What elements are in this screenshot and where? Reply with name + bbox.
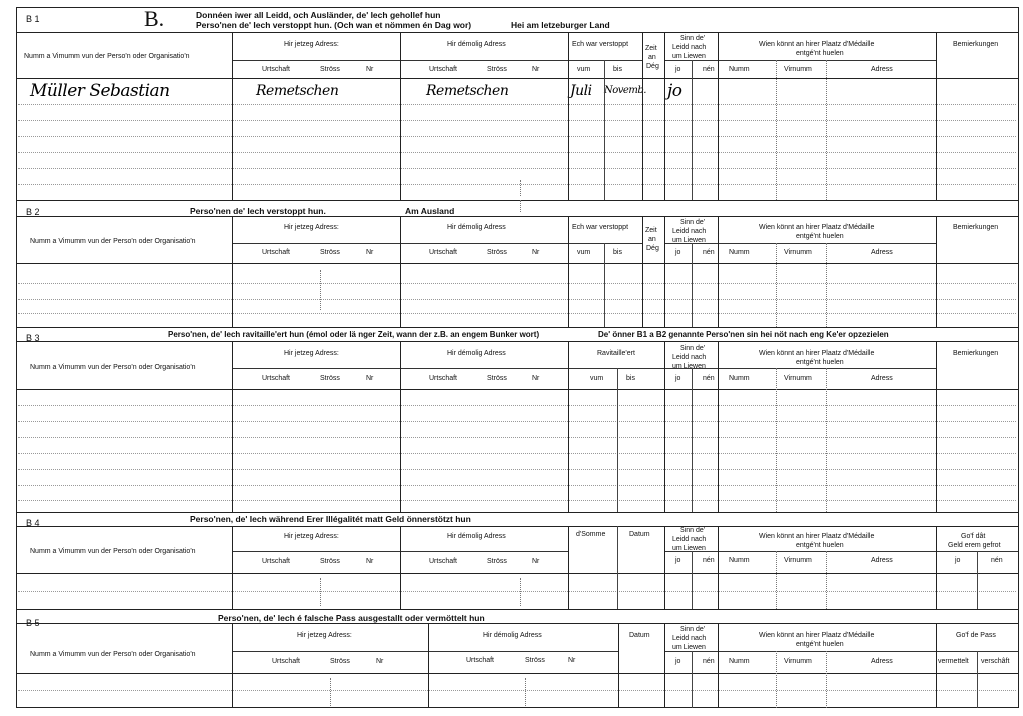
- b5-pass: Go'f de Pass: [956, 632, 996, 639]
- b5-vermettelt: vermettelt: [938, 658, 969, 665]
- b2-versteppt: Ech war verstoppt: [572, 224, 629, 231]
- b1-header-bottom: [16, 78, 1019, 79]
- b3-wien1: Wien könnt an hirer Plaatz d'Médaille: [759, 350, 875, 357]
- b3-name-col: Numm a Vimumm vun der Perso'n oder Organisatio'n: [30, 364, 196, 371]
- b3-urtschaft: Urtschaft: [262, 375, 291, 382]
- b2-jo: jo: [675, 249, 681, 256]
- section-code-b3: B 3: [26, 333, 40, 343]
- b3-title-right: De' önner B1 a B2 genannte Perso'nen sin hei nöt nach eng Ke'er opzezielen: [598, 330, 889, 339]
- b4-gof-nen: nén: [991, 557, 1003, 564]
- b4-nr: Nr: [366, 558, 374, 565]
- b1-zeit1: Zeit: [645, 45, 657, 52]
- b5-sinn2: Leidd nach: [672, 635, 707, 642]
- b3-virnumm: Virnumm: [784, 375, 812, 382]
- b1-wien2: entgé'nt huelen: [796, 50, 844, 57]
- b1-nen: nén: [703, 66, 715, 73]
- b3-urtschaft2: Urtschaft: [429, 375, 458, 382]
- b1-adress: Adress: [871, 66, 893, 73]
- b5-name-col: Numm a Vimumm vun der Perso'n oder Organisatio'n: [30, 651, 196, 658]
- b2-bemierkungen: Bemierkungen: [953, 224, 999, 231]
- b2-sinn1: Sinn de': [680, 219, 706, 226]
- b4-gof-jo: jo: [955, 557, 961, 564]
- b1-sinn2: Leidd nach: [672, 44, 707, 51]
- b1-zeit2: an: [648, 54, 656, 61]
- b4-urtschaft2: Urtschaft: [429, 558, 458, 565]
- b2-old-addr: Hir démolig Adress: [447, 224, 506, 231]
- b5-old-addr: Hir démolig Adress: [483, 632, 542, 639]
- b2-sinn2: Leidd nach: [672, 228, 707, 235]
- b1-bis: bis: [613, 66, 622, 73]
- b4-virnumm: Virnumm: [784, 557, 812, 564]
- b3-sinn2: Leidd nach: [672, 354, 707, 361]
- b3-sinn3: um Liewen: [672, 363, 706, 370]
- b2-title-right: Am Ausland: [405, 206, 455, 216]
- b4-title: Perso'nen, de' Iech während Erer Illégalitét matt Geld önnerstötzt hun: [190, 514, 471, 524]
- b1-title-line2: Perso'nen de' Iech verstoppt hun. (Och wan et nömmen én Dag wor): [196, 20, 472, 30]
- b1-versteppt: Ech war verstoppt: [572, 41, 629, 48]
- top-border: [16, 7, 1019, 8]
- section-code-b5: B 5: [26, 618, 40, 628]
- b1-numm: Numm: [729, 66, 750, 73]
- b2-virnumm: Virnumm: [784, 249, 812, 256]
- b5-sinn3: um Liewen: [672, 644, 706, 651]
- section-letter: B.: [144, 6, 165, 31]
- b1-header-top: [16, 32, 1019, 33]
- b3-stross2: Ströss: [487, 375, 507, 382]
- b2-zeit2: an: [648, 236, 656, 243]
- b3-title: Perso'nen, de' Iech ravitaille'ert hun (émol oder lä nger Zeit, wann der z.B. an engem Bunker wort): [168, 330, 540, 339]
- b5-title: Perso'nen, de' Iech é falsche Pass ausgestallt oder vermöttelt hun: [218, 613, 485, 623]
- b4-urtschaft: Urtschaft: [262, 558, 291, 565]
- b5-nen: nén: [703, 658, 715, 665]
- b4-gof2: Geld erem gefrot: [948, 542, 1001, 549]
- b5-cur-addr: Hir jetzeg Adress:: [297, 632, 352, 639]
- b3-nen: nén: [703, 375, 715, 382]
- b1-cur-addr: Hir jetzeg Adress:: [284, 41, 339, 48]
- b3-numm: Numm: [729, 375, 750, 382]
- b2-numm: Numm: [729, 249, 750, 256]
- section-code-b1: B 1: [26, 14, 40, 24]
- b4-cur-addr: Hir jetzeg Adress:: [284, 533, 339, 540]
- b1-virnumm: Virnumm: [784, 66, 812, 73]
- b4-sinn3: um Liewen: [672, 545, 706, 552]
- b3-nr: Nr: [366, 375, 374, 382]
- b5-nr2: Nr: [568, 657, 576, 664]
- b1-zeit3: Dég: [646, 63, 659, 70]
- b4-name-col: Numm a Vimumm vun der Perso'n oder Organisatio'n: [30, 548, 196, 555]
- b3-old-addr: Hir démolig Adress: [447, 350, 506, 357]
- b1-sinn3: um Liewen: [672, 53, 706, 60]
- section-code-b2: B 2: [26, 207, 40, 217]
- b3-nr2: Nr: [532, 375, 540, 382]
- b1-old-place-entry: Remetschen: [426, 83, 509, 99]
- b4-sinn1: Sinn de': [680, 527, 706, 534]
- b4-numm: Numm: [729, 557, 750, 564]
- b1-bis-entry: Novemb.: [604, 85, 646, 96]
- b2-stross2: Ströss: [487, 249, 507, 256]
- b1-urtschaft2: Urtschaft: [429, 66, 458, 73]
- b1-title-line1: Donnéen iwer all Leidd, och Ausländer, de' Iech gehollef hun: [196, 10, 441, 20]
- b5-numm: Numm: [729, 658, 750, 665]
- b4-nr2: Nr: [532, 558, 540, 565]
- b4-stross: Ströss: [320, 558, 340, 565]
- b5-verschaft: verschâft: [981, 658, 1010, 665]
- b1-name-entry: Müller Sebastian: [30, 81, 170, 101]
- b2-name-col: Numm a Vimumm vun der Perso'n oder Organisatio'n: [30, 238, 196, 245]
- b2-title: Perso'nen de' Iech verstoppt hun.: [190, 206, 326, 216]
- b4-somme: d'Somme: [576, 531, 606, 538]
- b2-zeit3: Dég: [646, 245, 659, 252]
- b3-bis: bis: [626, 375, 635, 382]
- b1-bemierkungen: Bemierkungen: [953, 41, 999, 48]
- b2-zeit1: Zeit: [645, 227, 657, 234]
- b5-urtschaft2: Urtschaft: [466, 657, 495, 664]
- b5-stross: Ströss: [330, 658, 350, 665]
- b5-virnumm: Virnumm: [784, 658, 812, 665]
- b3-bemierkungen: Bemierkungen: [953, 350, 999, 357]
- b1-jo: jo: [675, 66, 681, 73]
- b2-sinn3: um Liewen: [672, 237, 706, 244]
- b4-wien2: entgé'nt huelen: [796, 542, 844, 549]
- b2-vum: vum: [577, 249, 591, 256]
- section-code-b4: B 4: [26, 518, 40, 528]
- b1-vum-entry: Juli: [570, 83, 592, 99]
- b1-title-right: Hei am letzeburger Land: [511, 20, 610, 30]
- b4-jo: jo: [675, 557, 681, 564]
- b5-stross2: Ströss: [525, 657, 545, 664]
- b4-datum: Datum: [629, 531, 650, 538]
- b1-jo-entry: jo: [667, 81, 682, 101]
- b4-old-addr: Hir démolig Adress: [447, 533, 506, 540]
- b5-datum: Datum: [629, 632, 650, 639]
- b1-stross2: Ströss: [487, 66, 507, 73]
- b4-wien1: Wien könnt an hirer Plaatz d'Médaille: [759, 533, 875, 540]
- b1-stross: Ströss: [320, 66, 340, 73]
- b3-jo: jo: [675, 375, 681, 382]
- b4-stross2: Ströss: [487, 558, 507, 565]
- b2-adress: Adress: [871, 249, 893, 256]
- b1-urtschaft: Urtschaft: [262, 66, 291, 73]
- b2-nen: nén: [703, 249, 715, 256]
- b1-nr: Nr: [366, 66, 374, 73]
- b1-cur-place-entry: Remetschen: [256, 83, 339, 99]
- b3-wien2: entgé'nt huelen: [796, 359, 844, 366]
- b1-sinn1: Sinn de': [680, 35, 706, 42]
- b2-stross: Ströss: [320, 249, 340, 256]
- b2-bis: bis: [613, 249, 622, 256]
- b5-adress: Adress: [871, 658, 893, 665]
- b1-name-col: Numm a Vimumm vun der Perso'n oder Organisatio'n: [24, 53, 190, 60]
- b5-jo: jo: [675, 658, 681, 665]
- b5-urtschaft: Urtschaft: [272, 658, 301, 665]
- b2-nr2: Nr: [532, 249, 540, 256]
- b3-sinn1: Sinn de': [680, 345, 706, 352]
- b1-old-addr: Hir démolig Adress: [447, 41, 506, 48]
- b5-wien2: entgé'nt huelen: [796, 641, 844, 648]
- b4-sinn2: Leidd nach: [672, 536, 707, 543]
- b2-wien2: entgé'nt huelen: [796, 233, 844, 240]
- bottom-border: [16, 707, 1019, 708]
- b2-urtschaft2: Urtschaft: [429, 249, 458, 256]
- b3-ravit: Ravitaille'ert: [597, 350, 635, 357]
- b2-wien1: Wien könnt an hirer Plaatz d'Médaille: [759, 224, 875, 231]
- b1-vum: vum: [577, 66, 591, 73]
- b1-wien1: Wien könnt an hirer Plaatz d'Médaille: [759, 41, 875, 48]
- b2-cur-addr: Hir jetzeg Adress:: [284, 224, 339, 231]
- b2-nr: Nr: [366, 249, 374, 256]
- b4-adress: Adress: [871, 557, 893, 564]
- b5-sinn1: Sinn de': [680, 626, 706, 633]
- b3-vum: vum: [590, 375, 604, 382]
- b3-stross: Ströss: [320, 375, 340, 382]
- b4-nen: nén: [703, 557, 715, 564]
- b3-adress: Adress: [871, 375, 893, 382]
- b1-nr2: Nr: [532, 66, 540, 73]
- b3-cur-addr: Hir jetzeg Adress:: [284, 350, 339, 357]
- b4-gof1: Go'f dât: [961, 533, 986, 540]
- b5-wien1: Wien könnt an hirer Plaatz d'Médaille: [759, 632, 875, 639]
- b2-urtschaft: Urtschaft: [262, 249, 291, 256]
- b5-nr: Nr: [376, 658, 384, 665]
